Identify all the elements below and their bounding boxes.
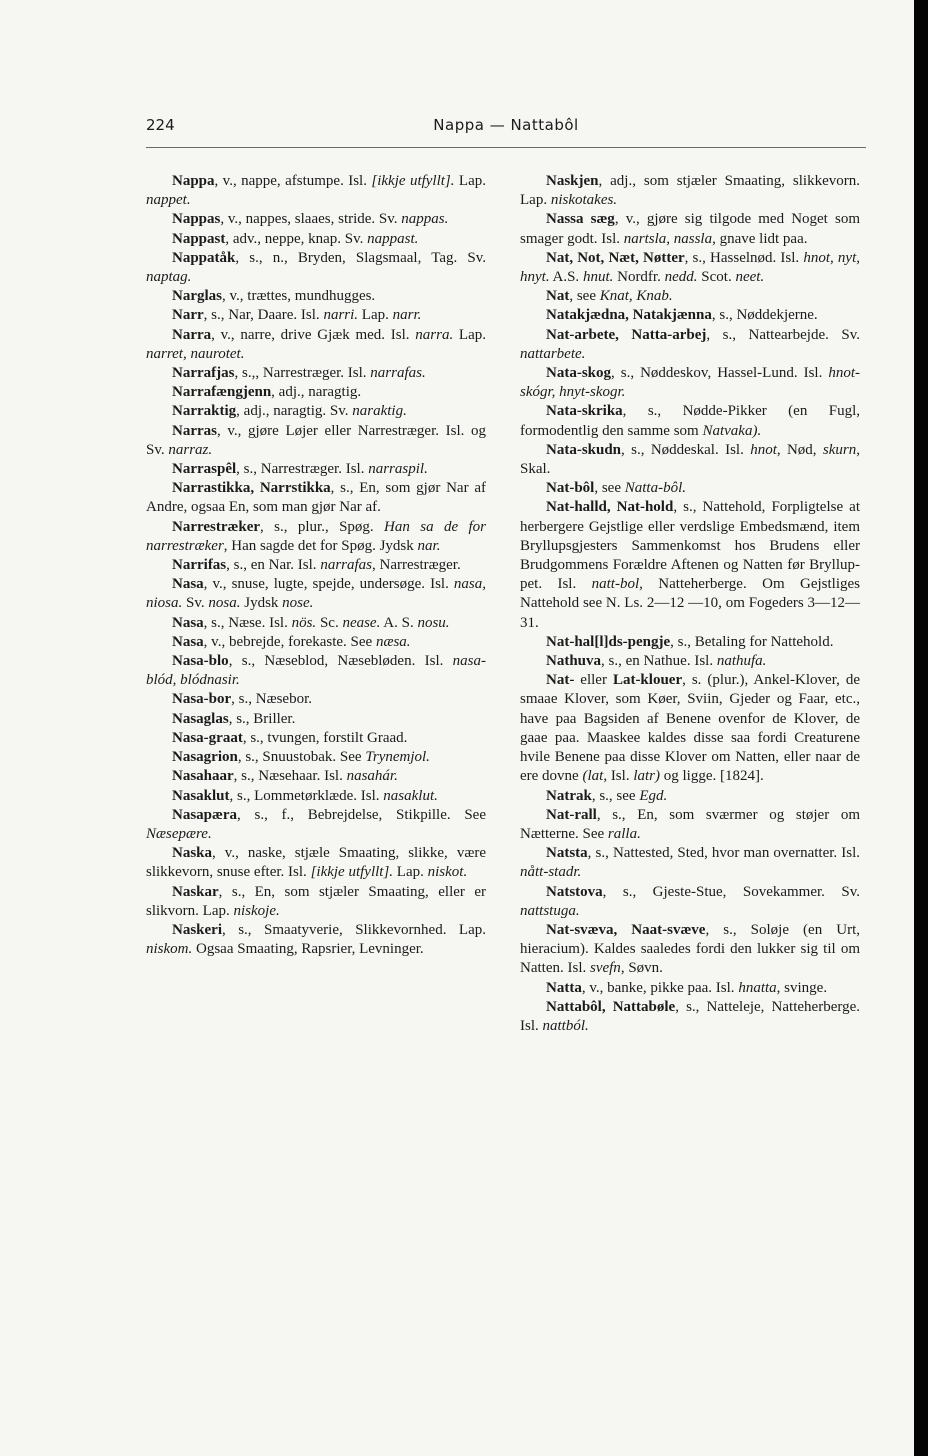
dictionary-entry	[146, 633, 486, 652]
headword: Nasa	[172, 576, 204, 593]
headword: Nasaklut	[172, 787, 230, 804]
definition-text: , v., gjøre sig tilgode med Noget som smager godt. Isl.	[520, 211, 860, 247]
definition-text: Nordfr.	[613, 269, 665, 286]
italic-term: Natvaka).	[702, 422, 762, 439]
italic-term: hnot	[750, 441, 777, 458]
italic-term: nathufa.	[716, 653, 767, 670]
italic-term: nedd.	[664, 269, 698, 286]
definition-text: , s., Soløje (en Urt, hieracium). Kaldes saaledes fordi den lukker sig til om Natten. Isl.	[520, 921, 860, 977]
definition-text: , s., n., Bryden, Slagsmaal, Tag. Sv.	[235, 249, 486, 266]
italic-term: nease.	[342, 614, 381, 631]
definition-text: , s., Lommetørklæde. Isl.	[229, 787, 384, 804]
headword: Nat-	[546, 672, 575, 689]
italic-term: (lat	[582, 768, 604, 785]
dictionary-entry	[146, 172, 486, 210]
headword: Natrak	[546, 787, 592, 804]
headword: Narr	[172, 307, 204, 324]
italic-term: hnot-skógr, hnyt-skogr.	[520, 365, 860, 401]
dictionary-entry	[146, 614, 486, 633]
definition-text: , s., Gjeste-Stue, Sovekammer. Sv.	[602, 883, 860, 900]
italic-term: nattból.	[542, 1017, 589, 1034]
headword: Nat, Not, Næt, Nøtter	[546, 249, 685, 266]
dictionary-entry	[146, 556, 486, 575]
dictionary-entry	[520, 249, 860, 287]
definition-text: , s., Nødde-Pikker (en Fugl, formodentlig den samme som	[520, 403, 860, 439]
definition-text: , gnave lidt paa.	[712, 230, 808, 247]
dictionary-entry	[520, 479, 860, 498]
headword: Nat-rall	[546, 806, 597, 823]
headword: Nassa sæg	[546, 211, 615, 228]
dictionary-entry	[146, 729, 486, 748]
dictionary-entry	[146, 383, 486, 402]
headword: Narglas	[172, 288, 222, 305]
italic-term: naptag.	[146, 269, 192, 286]
headword: Nat	[546, 288, 570, 305]
headword: Narrafængjenn	[172, 384, 272, 401]
dictionary-entry	[520, 652, 860, 671]
dictionary-entry	[520, 806, 860, 844]
italic-term: nasaklut.	[383, 787, 438, 804]
definition-text: , s., en Nathue. Isl.	[601, 653, 717, 670]
right-column	[520, 172, 860, 1036]
headword: Nasagrion	[172, 749, 238, 766]
definition-text: , v., banke, pikke paa. Isl.	[581, 979, 739, 996]
definition-text: , s., en Nar. Isl.	[226, 557, 321, 574]
dictionary-entry	[520, 787, 860, 806]
italic-term: nått-stadr.	[520, 864, 582, 881]
italic-term: nappast.	[367, 230, 419, 247]
italic-term: hnatta	[738, 979, 777, 996]
definition-text: , see	[594, 480, 625, 497]
headword: Nata-skog	[546, 365, 612, 382]
definition-text: Sv.	[182, 595, 209, 612]
dictionary-entry	[520, 921, 860, 979]
dictionary-entry	[146, 787, 486, 806]
dictionary-entry	[520, 210, 860, 248]
definition-text: , s., Næsebor.	[231, 691, 313, 708]
italic-term: nartsla, nassla	[623, 230, 713, 247]
definition-text: , adj., som stjæler Smaating, slikkevorn. Lap.	[520, 173, 860, 209]
definition-text: , s., Briller.	[228, 710, 296, 727]
italic-term: nappas.	[401, 211, 449, 228]
italic-term: Næsepære.	[146, 825, 212, 842]
dictionary-entry	[520, 844, 860, 882]
dictionary-entry	[146, 402, 486, 421]
italic-term: [ikkje utfyllt].	[371, 173, 455, 189]
page-header	[146, 112, 866, 138]
italic-term: niskom.	[146, 941, 193, 958]
dictionary-entry	[146, 326, 486, 364]
definition-text: , adv., neppe, knap. Sv.	[225, 230, 368, 247]
headword: Nasaglas	[172, 710, 229, 727]
headword: Narrestræker	[172, 518, 261, 535]
dictionary-entry	[146, 422, 486, 460]
headword: Nasahaar	[172, 768, 234, 785]
headword: Nappatåk	[172, 249, 236, 266]
headword: Nata-skudn	[546, 441, 622, 458]
definition-text: , s.,, Narrestræger. Isl.	[234, 365, 371, 382]
headword: Narrastikka, Narrstikka	[172, 480, 331, 497]
definition-text: Lap.	[453, 326, 487, 343]
italic-term: niskot.	[427, 864, 468, 881]
headword: Nappas	[172, 211, 221, 228]
definition-text: , s., Hasselnød. Isl.	[684, 249, 804, 266]
italic-term: hnut.	[582, 269, 614, 286]
definition-text: , Isl.	[603, 768, 634, 785]
dictionary-entry	[520, 979, 860, 998]
definition-text: Ogsaa Smaating, Rapsrier, Levninger.	[192, 941, 424, 958]
dictionary-entry	[520, 287, 860, 306]
headword: Naskjen	[546, 173, 599, 189]
definition-text: eller	[574, 672, 613, 689]
definition-text: Jydsk	[240, 595, 283, 612]
headword: Natta	[546, 979, 582, 996]
italic-term: ralla.	[607, 825, 641, 842]
running-title: Nappa — Nattabôl	[433, 116, 579, 134]
dictionary-entry	[520, 671, 860, 786]
definition-text: Lap.	[393, 864, 428, 881]
definition-text: , s., En, som sværmer og støjer om Nætterne. See	[520, 806, 860, 842]
dictionary-entry	[146, 287, 486, 306]
dictionary-entry	[146, 710, 486, 729]
italic-term: narraspil.	[368, 461, 428, 478]
definition-text: Lap.	[358, 307, 393, 324]
definition-text: , see	[569, 288, 600, 305]
definition-text: , s., Næse. Isl.	[203, 614, 292, 631]
definition-text: , adj., naragtig.	[271, 384, 362, 401]
dictionary-entry	[520, 364, 860, 402]
definition-text: , s., Betaling for Nattehold.	[670, 633, 834, 650]
definition-text: , v., trættes, mundhugges.	[222, 288, 376, 305]
dictionary-entry	[520, 498, 860, 632]
definition-text: A. S.	[380, 614, 418, 631]
italic-term: hnot, nyt, hnyt.	[520, 249, 860, 286]
definition-text: , s., Snuustobak. See	[237, 749, 366, 766]
headword: Nata-skrika	[546, 403, 623, 420]
headword: Nat-hal[l]ds-pengje	[546, 633, 671, 650]
dictionary-entry	[520, 998, 860, 1036]
italic-term: nattstuga.	[520, 902, 580, 919]
headword: Nasa-blo	[172, 653, 229, 670]
dictionary-entry	[520, 306, 860, 325]
definition-text: , s., Nøddeskov, Hassel-Lund. Isl.	[611, 365, 829, 382]
definition-text: , s., Natteleje, Natteherberge. Isl.	[520, 998, 860, 1034]
definition-text: , Nød,	[776, 441, 823, 458]
definition-text: , s., Næsehaar. Isl.	[233, 768, 347, 785]
headword: Naskeri	[172, 921, 222, 938]
headword: Narras	[172, 422, 217, 439]
headword: Nappast	[172, 230, 226, 247]
header-rule	[146, 147, 866, 148]
dictionary-entry	[520, 172, 860, 210]
definition-text: , s., En, som gjør Nar af Andre, ogsaa En, som man gjør Nar af.	[146, 480, 486, 516]
italic-term: skurn	[822, 441, 857, 458]
italic-term: næsa.	[375, 633, 411, 650]
headword: Nasa-bor	[172, 691, 232, 708]
dictionary-entry	[520, 883, 860, 921]
definition-text: , Narrestræger.	[372, 557, 461, 574]
dictionary-entry	[146, 690, 486, 709]
italic-term: nosu.	[417, 614, 450, 631]
definition-text: , Søvn.	[620, 960, 663, 977]
definition-text: , Skal.	[520, 441, 860, 478]
italic-term: narret, naurotet.	[146, 345, 245, 362]
definition-text: , s., Nattehold, Forpligtelse at herbergere Gejstlige eller verdslige Embedsmænd, item Bryllupsgjesters Sammenkomst hos Brudens eller Brudgommens Forældre Aftenen og Natten før Bryllup-pet. Isl.	[520, 499, 860, 593]
dictionary-entry	[146, 518, 486, 556]
italic-term: Han sa de for narrestræker	[146, 518, 486, 554]
dictionary-entry	[146, 767, 486, 786]
italic-term: nasahár.	[346, 768, 398, 785]
headword: Naskar	[172, 883, 219, 900]
headword: Narraspêl	[172, 461, 237, 478]
headword: Nat-svæva, Naat-svæve	[546, 921, 706, 938]
italic-term: nös.	[291, 614, 317, 631]
italic-term: nasa-blód, blódnasir.	[146, 653, 486, 689]
definition-text: Scot.	[697, 269, 736, 286]
italic-term: nappet.	[146, 192, 191, 209]
italic-term: narri.	[323, 307, 359, 324]
dictionary-entry	[520, 326, 860, 364]
italic-term: narra.	[415, 326, 454, 343]
dictionary-entry	[520, 441, 860, 479]
dictionary-entry	[146, 306, 486, 325]
definition-text: , s., Smaatyverie, Slikkevornhed. Lap.	[222, 921, 486, 938]
dictionary-entry	[146, 652, 486, 690]
italic-term: Knat, Knab.	[599, 288, 673, 305]
definition-text: , v., bebrejde, forekaste. See	[203, 633, 376, 650]
dictionary-entry	[520, 402, 860, 440]
left-column	[146, 172, 486, 959]
dictionary-entry	[146, 883, 486, 921]
headword: Natakjædna, Natakjænna	[546, 307, 712, 324]
headword: Nathuva	[546, 653, 602, 670]
headword: Nasa	[172, 633, 204, 650]
dictionary-entry	[146, 249, 486, 287]
definition-text: , s., Nøddeskal. Isl.	[621, 441, 751, 458]
headword: Natsta	[546, 845, 588, 862]
headword: Nasa-graat	[172, 729, 243, 746]
dictionary-entry	[146, 210, 486, 229]
italic-term: narrafas	[320, 557, 372, 574]
italic-term: niskotakes.	[550, 192, 618, 209]
italic-term: Natta-bôl.	[624, 480, 687, 497]
definition-text: , s., Nøddekjerne.	[711, 307, 818, 324]
headword: Nasa	[172, 614, 204, 631]
headword: Naska	[172, 845, 213, 862]
definition-text: , s., Nattearbejde. Sv.	[706, 326, 860, 343]
definition-text: , s., Nar, Daare. Isl.	[203, 307, 324, 324]
headword: Nasapæra	[172, 806, 238, 823]
italic-term: nosa.	[208, 595, 241, 612]
headword: Narra	[172, 326, 212, 343]
definition-text: , v., narre, drive Gjæk med. Isl.	[211, 326, 416, 343]
definition-text: , s., f., Bebrejdelse, Stikpille. See	[237, 806, 486, 823]
definition-text: , s., see	[591, 787, 640, 804]
italic-term: Trynemjol.	[365, 749, 430, 766]
italic-term: narr.	[392, 307, 422, 324]
dictionary-entry	[146, 460, 486, 479]
italic-term: niskoje.	[233, 902, 280, 919]
definition-text: , Han sagde det for Spøg. Jydsk	[223, 537, 418, 554]
definition-text: , s. (plur.), Ankel-Klover, de smaae Klover, som Køer, Sviin, Gjeder og Faar, etc., have paa Bagsiden af Benene ovenfor de Klover, de gaae paa. Maaskee kaldes disse saa fordi Creaturene hvile Benene paa disse Klover om Natten, eller naar de ere dovne	[520, 672, 860, 785]
headword: Natstova	[546, 883, 603, 900]
italic-term: naraktig.	[352, 403, 407, 420]
definition-text: , adj., naragtig. Sv.	[236, 403, 353, 420]
italic-term: nasa, niosa.	[146, 576, 486, 612]
dictionary-entry	[146, 806, 486, 844]
dictionary-entry	[146, 479, 486, 517]
definition-text: , s., Narrestræger. Isl.	[236, 461, 369, 478]
scan-dark-edge	[914, 0, 928, 1456]
italic-term: natt-bol	[591, 576, 640, 593]
headword: Nat-arbete, Natta-arbej	[546, 326, 707, 343]
dictionary-entry	[146, 575, 486, 613]
headword: Nat-halld, Nat-hold	[546, 499, 674, 516]
definition-text: , v., snuse, lugte, spejde, undersøge. Isl.	[203, 576, 454, 593]
dictionary-entry	[146, 748, 486, 767]
headword: Nappa	[172, 173, 215, 189]
definition-text: , v., gjøre Løjer eller Narrestræger. Isl. og Sv.	[146, 422, 486, 458]
headword: Nat-bôl	[546, 480, 595, 497]
page-number: 224	[146, 116, 175, 134]
definition-text: Lap.	[454, 173, 487, 189]
definition-text: , svinge.	[776, 979, 828, 996]
definition-text: , v., naske, stjæle Smaating, slikke, være slikkevorn, snuse efter. Isl.	[146, 845, 486, 881]
definition-text: , v., nappes, slaaes, stride. Sv.	[220, 211, 402, 228]
definition-text: , Natteherberge. Om Gejstliges Nattehold see N. Ls. 2—12 —10, om Fogeders 3—12—31.	[520, 576, 861, 631]
definition-text: og ligge. [1824].	[659, 768, 764, 785]
italic-term: svefn	[589, 960, 621, 977]
headword: Narraktig	[172, 403, 237, 420]
italic-term: narrafas.	[370, 365, 426, 382]
definition-text: , s., Næseblod, Næsebløden. Isl.	[228, 653, 453, 670]
definition-text: , v., nappe, afstumpe. Isl.	[214, 173, 372, 189]
italic-term: latr)	[633, 768, 660, 785]
italic-term: nar.	[417, 537, 441, 554]
definition-text: , s., Nattested, Sted, hvor man overnatter. Isl.	[587, 845, 860, 862]
definition-text: , s., En, som stjæler Smaating, eller er slikvorn. Lap.	[146, 883, 486, 919]
dictionary-entry	[520, 633, 860, 652]
italic-term: [ikkje utfyllt].	[310, 864, 394, 881]
headword: Lat-klouer	[612, 672, 683, 689]
dictionary-entry	[146, 230, 486, 249]
italic-term: nose.	[282, 595, 314, 612]
headword: Nattabôl, Nattabøle	[546, 998, 676, 1015]
dictionary-entry	[146, 364, 486, 383]
headword: Narrafjas	[172, 365, 235, 382]
dictionary-entry	[146, 921, 486, 959]
italic-term: Egd.	[639, 787, 668, 804]
dictionary-entry	[146, 844, 486, 882]
italic-term: neet.	[735, 269, 765, 286]
italic-term: narraz.	[168, 441, 213, 458]
definition-text: , s., plur., Spøg.	[260, 518, 385, 535]
headword: Narrifas	[172, 557, 227, 574]
italic-term: nattarbete.	[520, 345, 586, 362]
definition-text: A.S.	[549, 269, 583, 286]
definition-text: Sc.	[316, 614, 343, 631]
definition-text: , s., tvungen, forstilt Graad.	[242, 729, 408, 746]
